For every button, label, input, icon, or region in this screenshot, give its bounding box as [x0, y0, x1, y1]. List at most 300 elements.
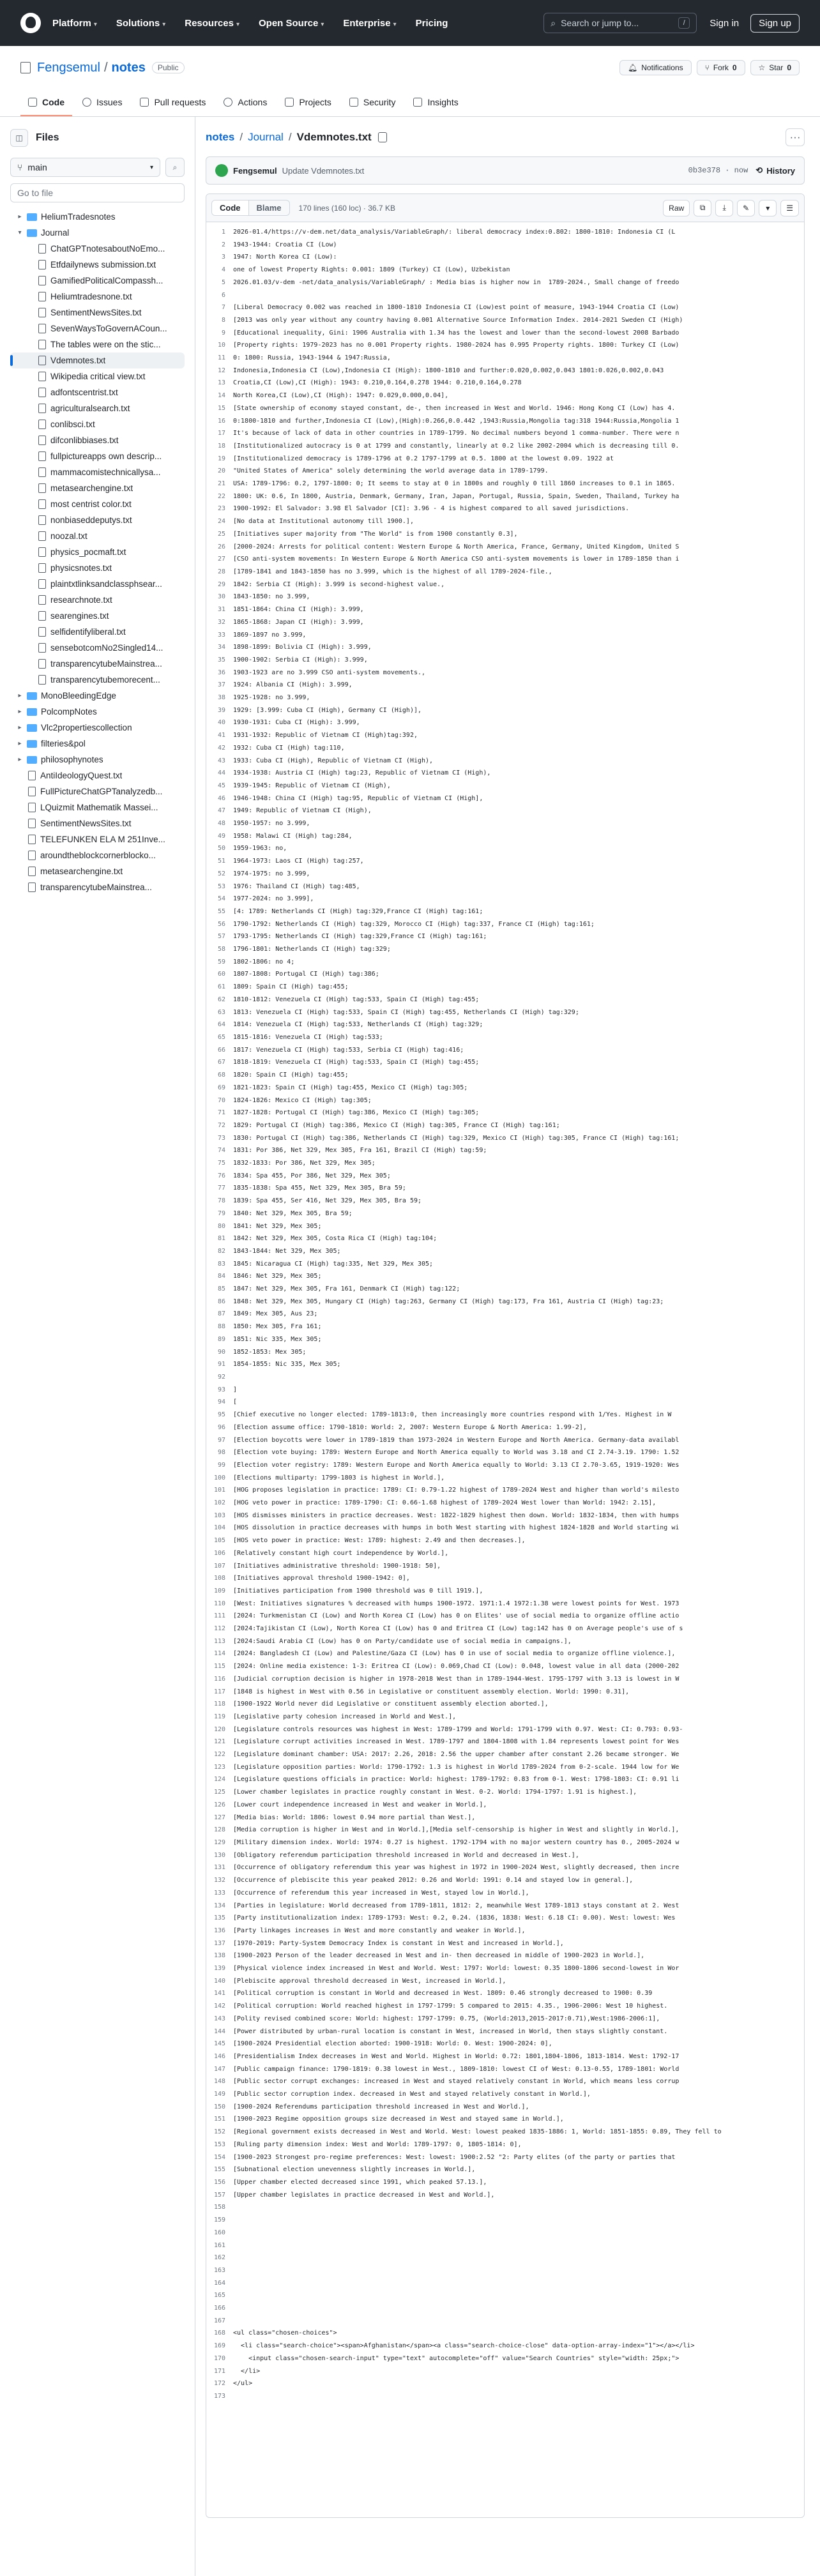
line-text: 1813: Venezuela CI (High) tag:533, Spain CI (High) tag:455, Netherlands CI (High) tag:329;	[233, 1008, 579, 1016]
tree-file[interactable]	[10, 799, 185, 815]
line-number[interactable]: 26	[217, 543, 225, 550]
line-number[interactable]: 165	[213, 2292, 225, 2299]
tree-file[interactable]	[10, 784, 185, 799]
tree-file[interactable]	[10, 257, 185, 273]
line-number[interactable]: 151	[213, 2116, 225, 2123]
line-number[interactable]: 49	[217, 832, 225, 840]
more-options-button[interactable]: ···	[786, 128, 805, 146]
edit-pencil-icon[interactable]: ✎	[737, 200, 755, 216]
line-number[interactable]: 104	[213, 1524, 225, 1532]
line-number[interactable]: 20	[217, 467, 225, 475]
line-number[interactable]: 47	[217, 807, 225, 815]
line-number[interactable]: 120	[213, 1725, 225, 1733]
line-number[interactable]: 155	[213, 2166, 225, 2174]
line-number[interactable]: 7	[221, 304, 225, 312]
repo-owner-link[interactable]: Fengsemul	[37, 60, 100, 75]
nav-enterprise[interactable]: Enterprise ▾	[343, 17, 397, 29]
line-number[interactable]: 144	[213, 2027, 225, 2035]
line-number[interactable]: 134	[213, 1902, 225, 1909]
tree-file[interactable]	[10, 608, 185, 624]
line-number[interactable]: 75	[217, 1160, 225, 1167]
line-number[interactable]: 105	[213, 1537, 225, 1545]
line-number[interactable]: 58	[217, 946, 225, 953]
line-number[interactable]: 60	[217, 971, 225, 978]
line-number[interactable]: 23	[217, 505, 225, 513]
line-number[interactable]: 55	[217, 907, 225, 915]
line-number[interactable]: 103	[213, 1512, 225, 1519]
line-number[interactable]: 107	[213, 1562, 225, 1570]
line-number[interactable]: 67	[217, 1059, 225, 1066]
download-icon[interactable]: ⤓	[715, 200, 733, 216]
tree-file[interactable]	[10, 448, 185, 464]
line-number[interactable]: 56	[217, 920, 225, 928]
line-number[interactable]: 168	[213, 2330, 225, 2337]
line-number[interactable]: 48	[217, 820, 225, 828]
line-number[interactable]: 166	[213, 2305, 225, 2312]
line-number[interactable]: 163	[213, 2266, 225, 2274]
line-text: [Power distributed by urban-rural location is constant in West, increased in World, then stays slightly constant.	[233, 2027, 668, 2035]
line-number[interactable]: 109	[213, 1587, 225, 1595]
line-number[interactable]: 5	[221, 278, 225, 286]
sign-up-button[interactable]: Sign up	[750, 14, 800, 33]
line-number[interactable]: 119	[213, 1713, 225, 1720]
tree-file[interactable]	[10, 352, 185, 368]
line-number[interactable]: 137	[213, 1939, 225, 1947]
line-number[interactable]: 16	[217, 417, 225, 425]
line-number[interactable]: 62	[217, 996, 225, 1003]
line-number[interactable]: 66	[217, 1046, 225, 1054]
line-number[interactable]: 121	[213, 1738, 225, 1746]
tab-actions[interactable]: Actions	[216, 97, 275, 116]
line-number[interactable]: 37	[217, 681, 225, 689]
file-icon	[28, 867, 36, 876]
line-number[interactable]: 95	[217, 1411, 225, 1419]
file-icon	[28, 771, 36, 780]
line-number[interactable]: 130	[213, 1851, 225, 1859]
file-icon	[38, 579, 46, 589]
line-number[interactable]: 70	[217, 1096, 225, 1104]
line-number[interactable]: 43	[217, 757, 225, 764]
chevron-down-icon: ▾	[18, 229, 22, 236]
tree-file[interactable]	[10, 464, 185, 480]
line-number[interactable]: 99	[217, 1461, 225, 1469]
tab-issues[interactable]: Issues	[75, 97, 130, 116]
raw-button[interactable]: Raw	[663, 200, 690, 216]
line-number[interactable]: 22	[217, 492, 225, 500]
line-number[interactable]: 15	[217, 404, 225, 412]
line-number[interactable]: 89	[217, 1335, 225, 1343]
tree-item-label: sensebotcomNo2Singled14...	[50, 643, 163, 653]
line-number[interactable]: 140	[213, 1977, 225, 1985]
tree-file[interactable]	[10, 337, 185, 352]
line-number[interactable]: 25	[217, 530, 225, 538]
line-number[interactable]: 159	[213, 2216, 225, 2224]
line-number[interactable]: 51	[217, 858, 225, 865]
line-number[interactable]: 96	[217, 1423, 225, 1431]
line-number[interactable]: 127	[213, 1814, 225, 1821]
line-number[interactable]: 143	[213, 2015, 225, 2022]
tab-security[interactable]: Security	[342, 97, 404, 116]
line-number[interactable]: 11	[217, 354, 225, 362]
line-number[interactable]: 71	[217, 1109, 225, 1117]
line-number[interactable]: 6	[221, 291, 225, 299]
line-number[interactable]: 157	[213, 2191, 225, 2199]
line-number[interactable]: 13	[217, 379, 225, 387]
breadcrumb-folder-link[interactable]: Journal	[248, 131, 284, 143]
line-number[interactable]: 8	[221, 316, 225, 324]
line-number[interactable]: 80	[217, 1222, 225, 1230]
line-number[interactable]: 4	[221, 266, 225, 274]
go-to-file-input[interactable]	[10, 183, 185, 202]
line-number[interactable]: 110	[213, 1600, 225, 1607]
nav-solutions[interactable]: Solutions ▾	[116, 17, 166, 29]
line-number[interactable]: 106	[213, 1549, 225, 1557]
line-number[interactable]: 162	[213, 2254, 225, 2262]
tree-folder[interactable]	[10, 225, 185, 241]
search-files-button[interactable]: ⌕	[165, 158, 185, 177]
line-number[interactable]: 21	[217, 480, 225, 488]
line-number[interactable]: 64	[217, 1021, 225, 1029]
line-text: North Korea,CI (Low),CI (High): 1947: 0.029,0.000,0.04],	[233, 392, 449, 400]
line-number[interactable]: 42	[217, 744, 225, 752]
tree-file[interactable]	[10, 560, 185, 576]
line-number[interactable]: 28	[217, 568, 225, 575]
tree-file[interactable]	[10, 480, 185, 496]
line-number[interactable]: 125	[213, 1789, 225, 1796]
tree-file[interactable]	[10, 879, 185, 895]
breadcrumb-repo-link[interactable]: notes	[206, 131, 235, 143]
chevron-down-icon[interactable]: ▾	[759, 200, 777, 216]
tree-file[interactable]	[10, 768, 185, 784]
line-number[interactable]: 173	[213, 2392, 225, 2400]
notifications-button[interactable]: 🔔︎ Notifications	[619, 60, 692, 75]
line-number[interactable]: 118	[213, 1701, 225, 1708]
line-number[interactable]: 68	[217, 1072, 225, 1079]
code-line	[206, 716, 804, 729]
line-number[interactable]: 9	[221, 329, 225, 337]
tree-file[interactable]	[10, 289, 185, 305]
line-number[interactable]: 2	[221, 241, 225, 248]
line-text: [Physical violence index increased in West and World. West: 1797: World: lowest: 0.35 1800-1806 second-lowest in Wor	[233, 1965, 680, 1973]
tree-item-label: filteries&pol	[41, 739, 86, 748]
tab-code[interactable]: Code	[20, 97, 72, 116]
line-text: [West: Initiatives signatures % decreased with humps 1900-1972. 1971:1.4 1972:1.38 were lowest points for West. 1973	[233, 1600, 680, 1607]
line-number[interactable]: 161	[213, 2241, 225, 2249]
line-number[interactable]: 3	[221, 254, 225, 261]
avatar[interactable]	[215, 164, 228, 177]
commit-author[interactable]: Fengsemul	[233, 165, 277, 176]
code-line	[206, 755, 804, 768]
tree-file[interactable]	[10, 400, 185, 416]
line-number[interactable]: 93	[217, 1386, 225, 1393]
tree-file[interactable]	[10, 273, 185, 289]
tree-item-label: mammacomistechnicallysa...	[50, 467, 161, 477]
line-text: 1974-1975: no 3.999,	[233, 870, 310, 877]
line-text: [2013 was only year without any country having 0.001 Alternative Source Information Index. 2014-2021 Sweden CI (High)	[233, 316, 683, 324]
line-number[interactable]: 82	[217, 1247, 225, 1255]
line-number[interactable]: 91	[217, 1361, 225, 1368]
line-text: 1977-2024: no 3.999],	[233, 895, 314, 903]
code-line	[206, 1861, 804, 1874]
line-number[interactable]: 61	[217, 983, 225, 991]
nav-pricing[interactable]: Pricing	[415, 17, 448, 29]
tree-file[interactable]	[10, 624, 185, 640]
tree-folder[interactable]	[10, 688, 185, 704]
shield-icon	[349, 98, 358, 107]
tree-file[interactable]	[10, 368, 185, 384]
line-number[interactable]: 97	[217, 1436, 225, 1444]
search-input[interactable]	[543, 13, 697, 33]
line-number[interactable]: 84	[217, 1273, 225, 1280]
line-number[interactable]: 59	[217, 958, 225, 966]
line-number[interactable]: 102	[213, 1499, 225, 1507]
line-number[interactable]: 142	[213, 2003, 225, 2010]
code-line	[206, 528, 804, 541]
line-number[interactable]: 112	[213, 1625, 225, 1633]
tree-file[interactable]	[10, 241, 185, 257]
tree-file[interactable]	[10, 576, 185, 592]
line-number[interactable]: 88	[217, 1323, 225, 1331]
line-number[interactable]: 69	[217, 1084, 225, 1091]
line-number[interactable]: 72	[217, 1121, 225, 1129]
line-text: 1834: Spa 455, Por 386, Net 329, Mex 305;	[233, 1172, 391, 1179]
line-number[interactable]: 36	[217, 669, 225, 676]
line-text: [Public sector corrupt exchanges: increased in West and stayed relatively constant in World, which means less corrup	[233, 2078, 680, 2086]
line-number[interactable]: 30	[217, 593, 225, 601]
line-number[interactable]: 24	[217, 518, 225, 526]
line-number[interactable]: 147	[213, 2065, 225, 2073]
line-number[interactable]: 94	[217, 1398, 225, 1406]
graph-icon	[413, 98, 422, 107]
line-number[interactable]: 124	[213, 1776, 225, 1784]
nav-resources[interactable]: Resources ▾	[185, 17, 239, 29]
commit-message[interactable]: Update Vdemnotes.txt	[282, 165, 365, 176]
line-number[interactable]: 12	[217, 367, 225, 374]
symbols-panel-icon[interactable]: ☰	[780, 200, 799, 216]
line-number[interactable]: 167	[213, 2317, 225, 2324]
line-number[interactable]: 150	[213, 2103, 225, 2110]
line-text: 1796-1801: Netherlands CI (High) tag:329;	[233, 946, 391, 953]
line-number[interactable]: 10	[217, 342, 225, 349]
line-number[interactable]: 114	[213, 1650, 225, 1658]
code-view-tab[interactable]: Code	[212, 201, 249, 215]
tree-file[interactable]	[10, 640, 185, 656]
tree-file[interactable]	[10, 544, 185, 560]
tree-folder[interactable]	[10, 736, 185, 752]
nav-open-source[interactable]: Open Source ▾	[258, 17, 324, 29]
code-line	[206, 1497, 804, 1510]
line-text: 1831: Por 386, Net 329, Mex 305, Fra 161, Brazil CI (High) tag:59;	[233, 1147, 487, 1155]
line-number[interactable]: 31	[217, 606, 225, 614]
tree-file[interactable]	[10, 384, 185, 400]
line-number[interactable]: 18	[217, 442, 225, 450]
line-number[interactable]: 19	[217, 455, 225, 462]
line-number[interactable]: 170	[213, 2354, 225, 2362]
line-number[interactable]: 154	[213, 2153, 225, 2161]
tree-file[interactable]	[10, 815, 185, 831]
copy-path-icon[interactable]	[378, 132, 387, 142]
tree-folder[interactable]	[10, 704, 185, 720]
tree-file[interactable]	[10, 432, 185, 448]
line-number[interactable]: 141	[213, 1990, 225, 1997]
line-number[interactable]: 148	[213, 2078, 225, 2086]
tree-folder[interactable]	[10, 720, 185, 736]
line-number[interactable]: 86	[217, 1298, 225, 1305]
line-number[interactable]: 123	[213, 1763, 225, 1771]
line-number[interactable]: 76	[217, 1172, 225, 1179]
line-number[interactable]: 156	[213, 2178, 225, 2186]
line-number[interactable]: 87	[217, 1310, 225, 1318]
tree-item-label: transparencytubeMainstrea...	[50, 659, 162, 669]
line-number[interactable]: 65	[217, 1034, 225, 1041]
line-number[interactable]: 139	[213, 1965, 225, 1973]
line-number[interactable]: 129	[213, 1839, 225, 1846]
line-number[interactable]: 54	[217, 895, 225, 903]
line-number[interactable]: 83	[217, 1260, 225, 1268]
tree-folder[interactable]	[10, 752, 185, 768]
line-number[interactable]: 116	[213, 1675, 225, 1683]
line-number[interactable]: 27	[217, 556, 225, 563]
line-number[interactable]: 17	[217, 430, 225, 437]
line-number[interactable]: 169	[213, 2342, 225, 2350]
tree-file[interactable]	[10, 847, 185, 863]
tree-file[interactable]	[10, 831, 185, 847]
collapse-sidebar-button[interactable]: ◫	[10, 129, 28, 147]
tab-insights[interactable]: Insights	[406, 97, 466, 116]
tree-file[interactable]	[10, 656, 185, 672]
nav-platform[interactable]: Platform ▾	[52, 17, 97, 29]
line-number[interactable]: 32	[217, 618, 225, 626]
line-number[interactable]: 131	[213, 1864, 225, 1872]
copy-raw-icon[interactable]: ⧉	[694, 200, 711, 216]
line-number[interactable]: 34	[217, 644, 225, 651]
repo-name-link[interactable]: notes	[111, 60, 146, 75]
github-logo-icon[interactable]	[20, 13, 41, 33]
line-number[interactable]: 111	[213, 1612, 225, 1620]
history-button[interactable]: ⟲ History	[755, 165, 795, 176]
line-text: [Election voter registry: 1789: Western Europe and North America equally to World: 3.13 CI 2.70-3.65, 1919-1920: Wes	[233, 1461, 680, 1469]
line-number[interactable]: 39	[217, 706, 225, 714]
line-number[interactable]: 149	[213, 2091, 225, 2098]
line-number[interactable]: 146	[213, 2052, 225, 2060]
line-number[interactable]: 117	[213, 1688, 225, 1695]
line-number[interactable]: 50	[217, 845, 225, 852]
tree-file[interactable]	[10, 496, 185, 512]
tree-item-label: SevenWaysToGovernACoun...	[50, 324, 167, 333]
blame-view-tab[interactable]: Blame	[256, 203, 282, 213]
code-line	[206, 1157, 804, 1170]
tree-folder[interactable]	[10, 209, 185, 225]
line-number[interactable]: 100	[213, 1474, 225, 1481]
line-number[interactable]: 79	[217, 1209, 225, 1217]
line-number[interactable]: 38	[217, 694, 225, 702]
tree-file[interactable]	[10, 672, 185, 688]
line-number[interactable]: 164	[213, 2279, 225, 2287]
tab-projects[interactable]: Projects	[277, 97, 339, 116]
line-number[interactable]: 138	[213, 1952, 225, 1960]
line-number[interactable]: 40	[217, 719, 225, 727]
commit-hash[interactable]: 0b3e378 · now	[688, 166, 748, 175]
tree-file[interactable]	[10, 592, 185, 608]
line-number[interactable]: 98	[217, 1449, 225, 1457]
line-number[interactable]: 122	[213, 1751, 225, 1759]
code-line	[206, 1056, 804, 1069]
line-number[interactable]: 45	[217, 782, 225, 789]
line-text: Indonesia,Indonesia CI (Low),Indonesia CI (High): 1800-1810 and further:0.020,0.002,0.043 1801:0.026,0.002,0.043	[233, 367, 664, 374]
line-number[interactable]: 101	[213, 1487, 225, 1494]
tree-file[interactable]	[10, 863, 185, 879]
tree-file[interactable]	[10, 528, 185, 544]
line-number[interactable]: 81	[217, 1235, 225, 1243]
tab-pull-requests[interactable]: Pull requests	[132, 97, 213, 116]
line-number[interactable]: 41	[217, 732, 225, 739]
line-number[interactable]: 92	[217, 1373, 225, 1381]
line-number[interactable]: 52	[217, 870, 225, 877]
file-icon	[38, 659, 46, 669]
line-number[interactable]: 115	[213, 1663, 225, 1671]
line-number[interactable]: 153	[213, 2140, 225, 2148]
line-number[interactable]: 44	[217, 769, 225, 777]
line-number[interactable]: 136	[213, 1927, 225, 1934]
line-number[interactable]: 145	[213, 2040, 225, 2048]
line-number[interactable]: 133	[213, 1889, 225, 1897]
line-number[interactable]: 63	[217, 1008, 225, 1016]
line-number[interactable]: 172	[213, 2380, 225, 2388]
line-number[interactable]: 74	[217, 1147, 225, 1155]
line-number[interactable]: 128	[213, 1826, 225, 1834]
branch-selector[interactable]: ⑂ main ▾	[10, 158, 160, 177]
line-text: [Initiatives approval threshold 1900-1942: 0],	[233, 1575, 410, 1582]
line-number[interactable]: 108	[213, 1575, 225, 1582]
line-number[interactable]: 78	[217, 1197, 225, 1205]
tree-file[interactable]	[10, 512, 185, 528]
tree-file[interactable]	[10, 321, 185, 337]
fork-button[interactable]: ⑂ Fork 0	[697, 60, 745, 75]
line-number[interactable]: 158	[213, 2204, 225, 2211]
line-number[interactable]: 35	[217, 656, 225, 663]
line-text: [Judicial corruption decision is higher in 1978-2018 West than in 1789-1944-West. 1795-1797 with 3.13 is lowest in W	[233, 1675, 680, 1683]
line-number[interactable]: 33	[217, 631, 225, 639]
line-number[interactable]: 77	[217, 1185, 225, 1192]
file-icon	[38, 308, 46, 317]
line-number[interactable]: 113	[213, 1637, 225, 1645]
line-number[interactable]: 14	[217, 392, 225, 400]
folder-icon	[27, 740, 37, 748]
line-number[interactable]: 29	[217, 580, 225, 588]
line-number[interactable]: 85	[217, 1285, 225, 1293]
line-number[interactable]: 126	[213, 1801, 225, 1808]
code-line	[206, 1925, 804, 1937]
line-number[interactable]: 135	[213, 1914, 225, 1922]
sign-in-link[interactable]: Sign in	[710, 17, 740, 29]
line-number[interactable]: 90	[217, 1348, 225, 1356]
line-number[interactable]: 1	[221, 229, 225, 236]
tree-file[interactable]	[10, 305, 185, 321]
line-text: 1824-1826: Mexico CI (High) tag:305;	[233, 1096, 372, 1104]
line-number[interactable]: 53	[217, 883, 225, 890]
file-icon	[28, 883, 36, 892]
line-number[interactable]: 46	[217, 794, 225, 802]
line-number[interactable]: 57	[217, 933, 225, 941]
line-number[interactable]: 160	[213, 2229, 225, 2236]
fork-icon: ⑂	[704, 63, 710, 72]
star-button[interactable]: ☆ Star 0	[750, 60, 800, 75]
line-number[interactable]: 132	[213, 1877, 225, 1884]
line-number[interactable]: 171	[213, 2367, 225, 2375]
line-number[interactable]: 152	[213, 2128, 225, 2136]
tree-file[interactable]	[10, 416, 185, 432]
line-number[interactable]: 73	[217, 1134, 225, 1142]
